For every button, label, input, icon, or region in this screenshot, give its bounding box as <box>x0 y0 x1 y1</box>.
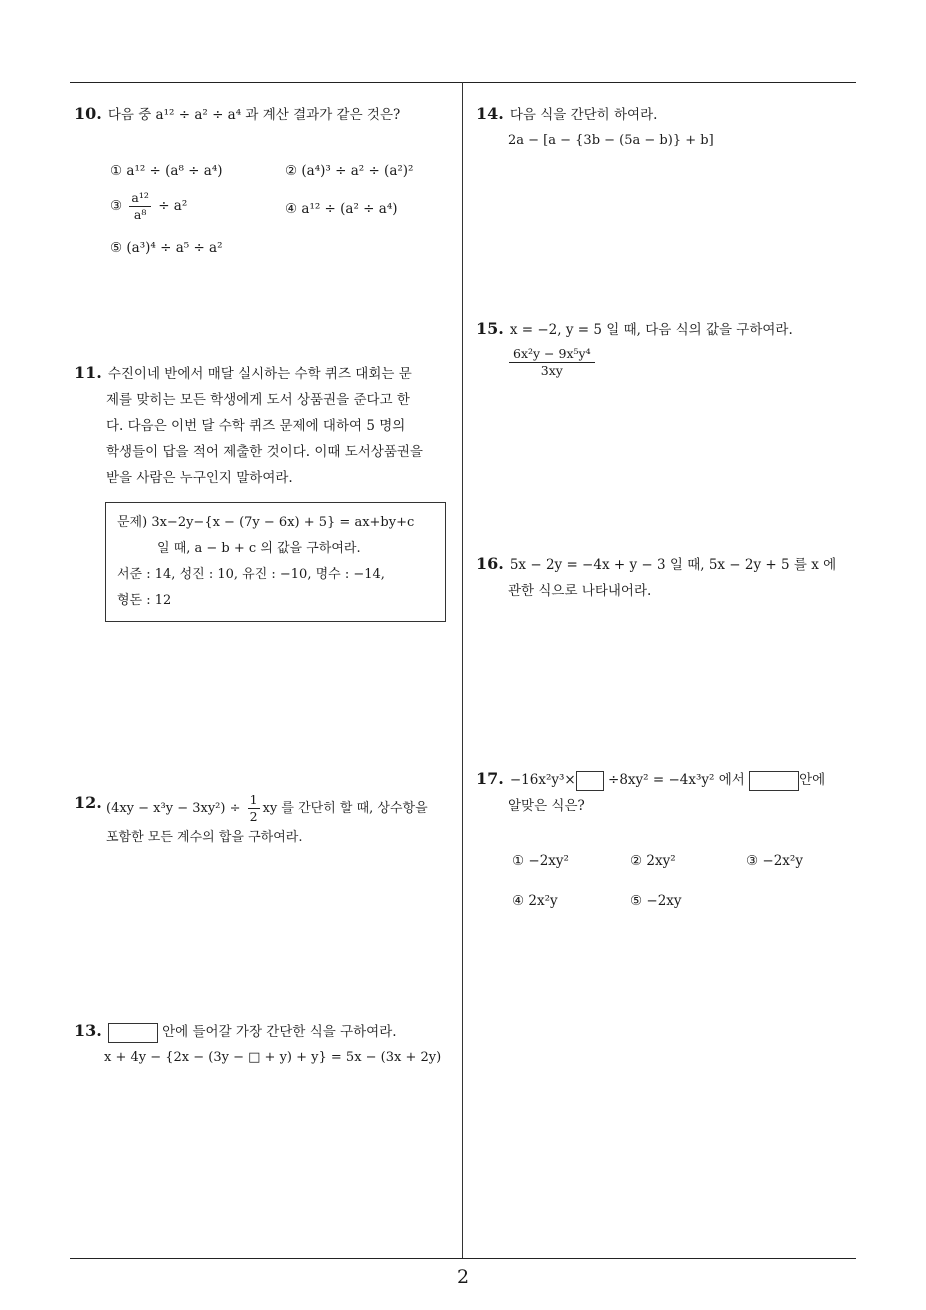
problem-box-content <box>117 510 414 614</box>
box-line: 형돈 : 12 <box>117 593 172 608</box>
question-number: 13. <box>74 1021 102 1040</box>
column-divider <box>462 82 463 1258</box>
expression: −16x²y³× <box>509 772 576 788</box>
expression: 2a − [a − {3b − (5a − b)} + b] <box>508 133 714 148</box>
question-15 <box>476 316 793 343</box>
question-line: 제를 맞히는 모든 학생에게 도서 상품권을 준다고 한 <box>106 392 410 408</box>
box-line: 문제) 3x−2y−{x − (7y − 6x) + 5} = ax+by+c <box>117 515 415 530</box>
numerator: 6x²y − 9x⁵y⁴ <box>509 346 595 363</box>
answer-blank <box>749 771 799 791</box>
fraction <box>248 792 260 825</box>
choice-4: ④ 2x²y <box>512 893 558 909</box>
question-text: 다음 식을 간단히 하여라. <box>509 107 658 123</box>
choice-3 <box>110 190 187 223</box>
question-17 <box>476 766 825 819</box>
question-14 <box>476 101 714 154</box>
choice-label: ③ <box>110 198 123 214</box>
denominator: 3xy <box>540 363 563 378</box>
question-number: 16. <box>476 554 504 573</box>
question-line: 수진이네 반에서 매달 실시하는 수학 퀴즈 대회는 문 <box>107 366 412 382</box>
question-text: xy 를 간단히 할 때, 상수항을 <box>262 801 428 816</box>
choice-4: ④ a¹² ÷ (a² ÷ a⁴) <box>285 201 398 217</box>
answer-blank <box>576 771 604 791</box>
question-12-body <box>106 792 428 851</box>
question-number: 15. <box>476 319 504 338</box>
denominator: a⁸ <box>133 207 147 222</box>
page-number: 2 <box>456 1266 470 1288</box>
fraction <box>509 346 595 379</box>
choice-5: ⑤ (a³)⁴ ÷ a⁵ ÷ a² <box>110 240 223 256</box>
question-11 <box>74 360 456 491</box>
expression: (4xy − x³y − 3xy²) ÷ <box>106 801 241 816</box>
choice-3: ③ −2x²y <box>746 853 803 869</box>
choice-1: ① a¹² ÷ (a⁸ ÷ a⁴) <box>110 163 223 179</box>
expression: x + 4y − {2x − (3y − □ + y) + y} = 5x − (3x + 2y) <box>104 1050 442 1065</box>
answer-blank <box>108 1023 158 1043</box>
question-line: 받을 사람은 누구인지 말하여라. <box>106 470 293 486</box>
question-number: 17. <box>476 769 504 788</box>
fraction <box>129 190 150 223</box>
question-number: 11. <box>74 363 102 382</box>
choice-2: ② 2xy² <box>630 853 676 869</box>
question-16 <box>476 551 836 604</box>
choice-2: ② (a⁴)³ ÷ a² ÷ (a²)² <box>285 163 414 179</box>
question-number: 12. <box>74 793 102 812</box>
question-text: 5x − 2y = −4x + y − 3 일 때, 5x − 2y + 5 를 x 에 <box>509 557 837 573</box>
bottom-rule <box>70 1258 856 1259</box>
numerator: a¹² <box>131 190 149 205</box>
question-number: 10. <box>74 104 102 123</box>
question-line: 학생들이 답을 적어 제출한 것이다. 이때 도서상품권을 <box>106 444 423 460</box>
box-line: 일 때, a − b + c 의 값을 구하여라. <box>157 541 361 556</box>
expression: ÷8xy² = −4x³y² 에서 <box>608 772 745 788</box>
top-rule <box>70 82 856 83</box>
choice-1: ① −2xy² <box>512 853 569 869</box>
question-line: 관한 식으로 나타내어라. <box>508 583 652 599</box>
question-line: 다. 다음은 이번 달 수학 퀴즈 문제에 대하여 5 명의 <box>106 418 406 434</box>
box-line: 서준 : 14, 성진 : 10, 유진 : −10, 명수 : −14, <box>117 567 385 582</box>
numerator: 1 <box>249 792 258 807</box>
choice-5: ⑤ −2xy <box>630 893 682 909</box>
choice-tail: ÷ a² <box>158 198 188 214</box>
question-12 <box>74 790 108 817</box>
denominator: 2 <box>249 809 258 824</box>
question-13 <box>74 1018 441 1071</box>
question-text: 다음 중 a¹² ÷ a² ÷ a⁴ 과 계산 결과가 같은 것은? <box>107 107 401 123</box>
question-line: 포함한 모든 계수의 합을 구하여라. <box>106 830 303 845</box>
question-number: 14. <box>476 104 504 123</box>
question-line: 알맞은 식은? <box>508 798 585 814</box>
question-text: x = −2, y = 5 일 때, 다음 식의 값을 구하여라. <box>509 322 793 338</box>
question-text: 안에 <box>799 772 826 788</box>
question-10 <box>74 101 400 128</box>
question-text: 안에 들어갈 가장 간단한 식을 구하여라. <box>162 1024 397 1040</box>
